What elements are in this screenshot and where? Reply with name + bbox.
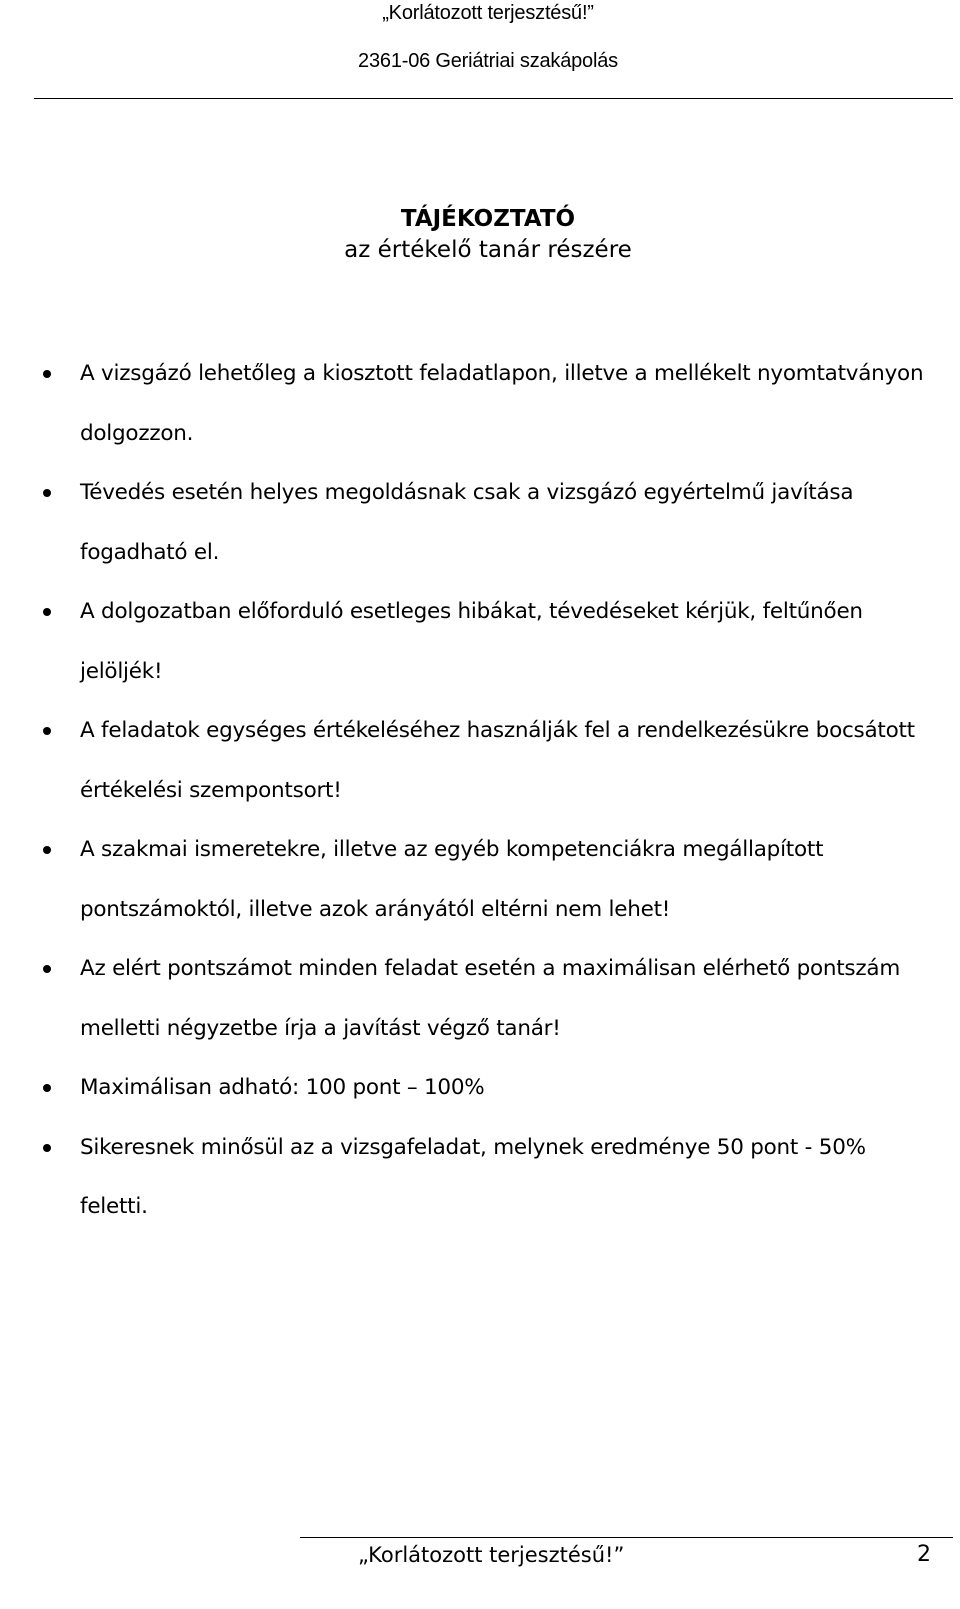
list-item	[0, 939, 960, 1058]
bullet-icon	[43, 1084, 51, 1092]
bullet-icon	[43, 727, 51, 735]
list-item-text: A szakmai ismeretekre, illetve az egyéb kompetenciákra megállapított pontszámoktól, illetve azok arányától eltérni nem lehet!	[80, 837, 824, 922]
page-subtitle: az értékelő tanár részére	[344, 237, 632, 263]
list-item	[0, 1118, 960, 1237]
list-item	[0, 701, 960, 820]
list-item-text: A feladatok egységes értékeléséhez használják fel a rendelkezésükre bocsátott értékelési szempontsort!	[80, 718, 915, 803]
list-item	[0, 344, 960, 463]
list-item	[0, 463, 960, 582]
bullet-icon	[43, 370, 51, 378]
bullet-icon	[43, 1144, 51, 1152]
page-number: 2	[917, 1542, 931, 1567]
header-subject: 2361-06 Geriátriai szakápolás	[358, 50, 618, 72]
list-item-text: A dolgozatban előforduló esetleges hibákat, tévedéseket kérjük, feltűnően jelöljék!	[80, 599, 863, 684]
bullet-icon	[43, 846, 51, 854]
list-item-text: Maximálisan adható: 100 pont – 100%	[80, 1075, 485, 1100]
list-item-text: Az elért pontszámot minden feladat esetén a maximálisan elérhető pontszám melletti négyzetbe írja a javítást végző tanár!	[80, 956, 901, 1041]
footer-divider	[300, 1537, 953, 1538]
list-item	[0, 582, 960, 701]
footer-distribution-notice: „Korlátozott terjesztésű!”	[358, 1543, 625, 1567]
page-title: TÁJÉKOZTATÓ	[400, 206, 576, 232]
bullet-icon	[43, 608, 51, 616]
list-item	[0, 820, 960, 939]
list-item-text: Tévedés esetén helyes megoldásnak csak a vizsgázó egyértelmű javítása fogadható el.	[80, 480, 854, 565]
list-item-text: A vizsgázó lehetőleg a kiosztott feladatlapon, illetve a mellékelt nyomtatványon dolgozzon.	[80, 361, 924, 446]
bullet-icon	[43, 965, 51, 973]
instruction-list	[0, 344, 960, 1237]
header-distribution-notice: „Korlátozott terjesztésű!”	[382, 2, 594, 24]
bullet-icon	[43, 489, 51, 497]
header-divider	[34, 98, 953, 99]
list-item	[0, 1058, 960, 1118]
list-item-text: Sikeresnek minősül az a vizsgafeladat, melynek eredménye 50 pont - 50% feletti.	[80, 1134, 866, 1219]
